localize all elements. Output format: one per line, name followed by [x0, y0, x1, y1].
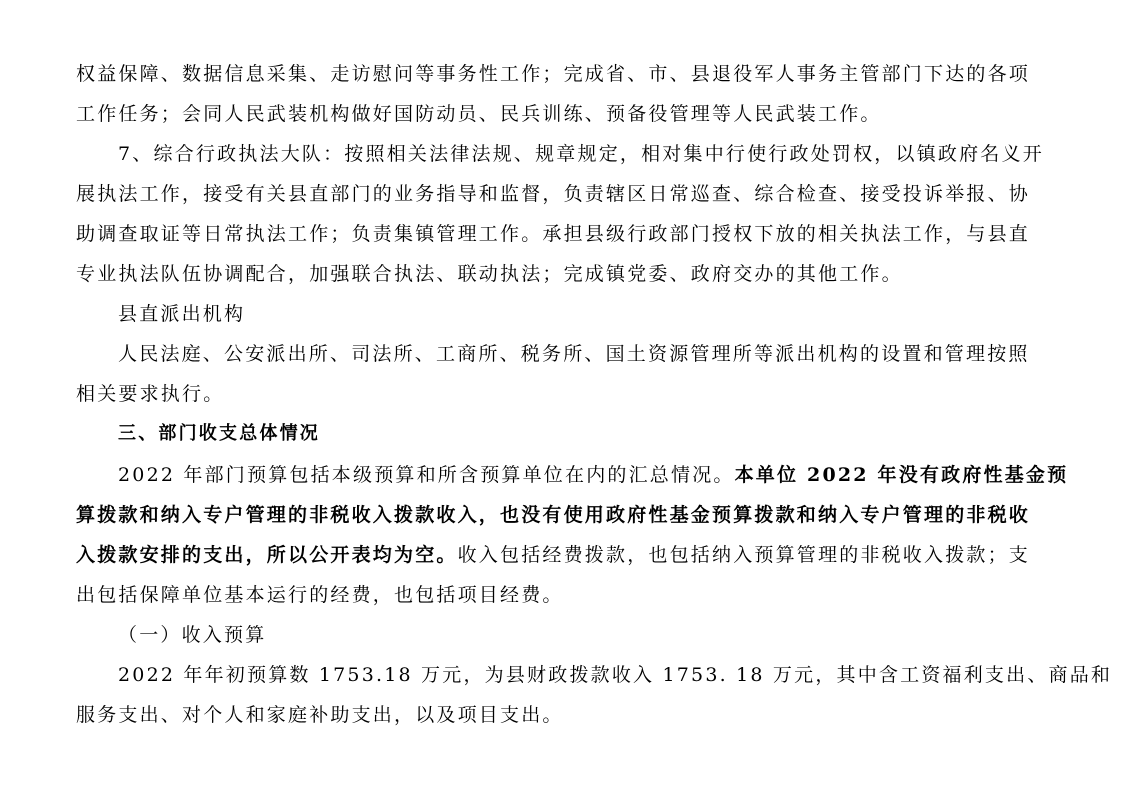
paragraph-line: 7、综合行政执法大队：按照相关法律法规、规章规定，相对集中行使行政处罚权，以镇政府名义开	[118, 143, 1044, 165]
paragraph-line: 人民法庭、公安派出所、司法所、工商所、税务所、国土资源管理所等派出机构的设置和管理按照	[118, 343, 1030, 365]
section-heading: 三、部门收支总体情况	[118, 423, 320, 444]
bold-paragraph-line: 算拨款和纳入专户管理的非税收入拨款收入，也没有使用政府性基金预算拨款和纳入专户管理的非税收	[76, 504, 1031, 526]
bold-text: 入拨款安排的支出，所以公开表均为空。	[76, 544, 458, 566]
paragraph-line-mixed	[76, 540, 1051, 570]
paragraph-line: 工作任务；会同人民武装机构做好国防动员、民兵训练、预备役管理等人民武装工作。	[76, 103, 882, 125]
paragraph-line: 权益保障、数据信息采集、走访慰问等事务性工作；完成省、市、县退役军人事务主管部门下达的各项	[76, 63, 1031, 85]
paragraph-line: 2022 年年初预算数 1753.18 万元，为县财政拨款收入 1753. 18 万元，其中含工资福利支出、商品和	[118, 664, 1113, 686]
paragraph-line: 助调查取证等日常执法工作；负责集镇管理工作。承担县级行政部门授权下放的相关执法工作，与县直	[76, 223, 1031, 245]
bold-text: 本单位 2022 年没有政府性基金预	[734, 464, 1069, 486]
normal-text: 2022 年部门预算包括本级预算和所含预算单位在内的汇总情况。	[118, 464, 735, 486]
paragraph-line: 相关要求执行。	[76, 383, 225, 405]
paragraph-line: 出包括保障单位基本运行的经费，也包括项目经费。	[76, 584, 564, 606]
subheading-dispatched-agencies: 县直派出机构	[118, 303, 246, 325]
subheading-income-budget: （一）收入预算	[118, 624, 267, 646]
paragraph-line: 服务支出、对个人和家庭补助支出，以及项目支出。	[76, 704, 564, 726]
paragraph-line: 展执法工作，接受有关县直部门的业务指导和监督，负责辖区日常巡查、综合检查、接受投诉举报、协	[76, 183, 1031, 205]
paragraph-line-mixed	[118, 460, 1069, 490]
normal-text: 收入包括经费拨款，也包括纳入预算管理的非税收入拨款；支	[457, 544, 1031, 566]
paragraph-line: 专业执法队伍协调配合，加强联合执法、联动执法；完成镇党委、政府交办的其他工作。	[76, 263, 903, 285]
